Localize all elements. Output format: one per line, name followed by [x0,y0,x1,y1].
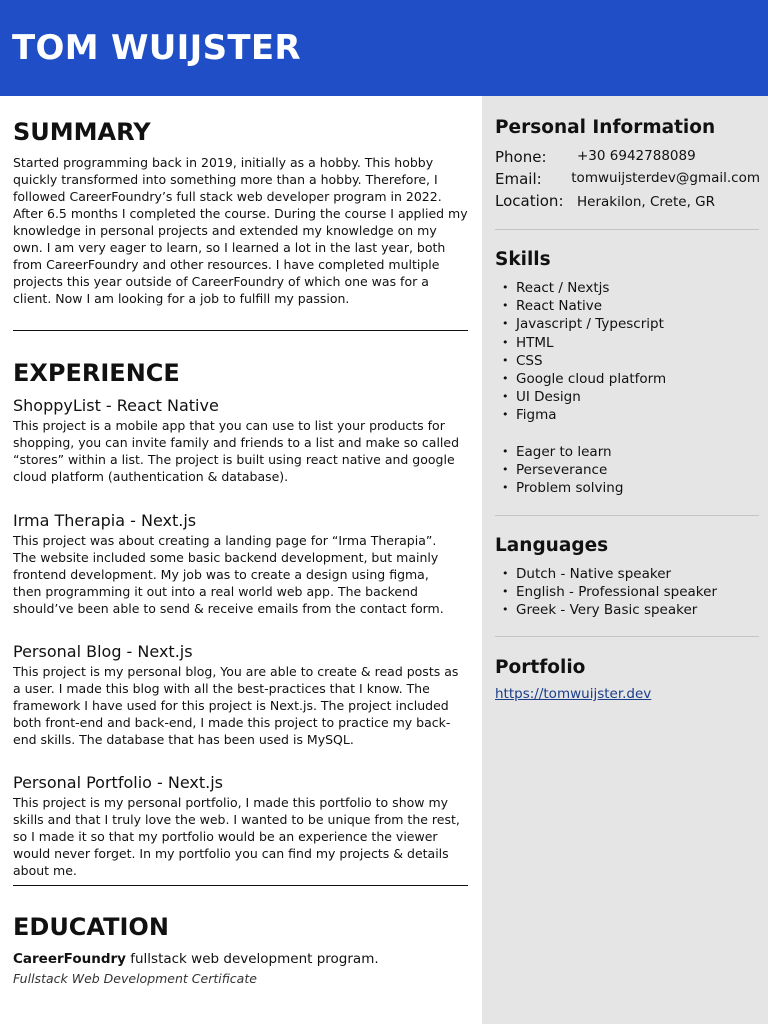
sidebar-divider [495,229,759,230]
location-label: Location: [495,192,564,210]
skills-list [495,279,760,425]
language-item: • Greek - Very Basic speaker [495,601,760,619]
education-heading: EDUCATION [13,913,169,941]
email-row [495,168,760,190]
language-item: • Dutch - Native speaker [495,565,760,583]
project-title-irma: Irma Therapia - Next.js [13,511,197,530]
phone-row [495,146,760,168]
languages-list [495,565,760,620]
project-text-irma: This project was about creating a landing page for “Irma Therapia”. The website included some basic backend development, but mainly frontend development. My job was to create a design using figma, then programming it out into a real world web app. The backend should’ve been able to send & receive emails from the contact form. [13,533,444,616]
soft-skill-item: • Problem solving [495,479,760,497]
sidebar-divider [495,515,759,516]
phone-value: +30 6942788089 [577,148,696,164]
skill-item: • React / Nextjs [495,279,760,297]
personal-info-heading: Personal Information [495,117,716,138]
candidate-name: TOM WUIJSTER [12,28,301,68]
phone-label: Phone: [495,148,547,166]
skill-item: • Figma [495,406,760,424]
skill-item: • Google cloud platform [495,370,760,388]
summary-heading: SUMMARY [13,118,151,146]
sidebar-divider [495,636,759,637]
education-certificate: Fullstack Web Development Certificate [13,971,257,986]
skill-item: • UI Design [495,388,760,406]
soft-skill-item: • Perseverance [495,461,760,479]
header-banner [0,0,768,96]
experience-heading: EXPERIENCE [13,359,180,387]
portfolio-link[interactable]: https://tomwuijster.dev [495,686,652,702]
email-value: tomwuijsterdev@gmail.com [571,170,760,186]
project-text-blog: This project is my personal blog, You are able to create & read posts as a user. I made this blog with all the best-practices that I know. The framework I have used for this project is Next.js. The project included both front-end and back-end, I made this project to practice my back-end skills. The database that has been used is MySQL. [13,664,459,747]
skill-item: • CSS [495,352,760,370]
skill-item: • React Native [495,297,760,315]
email-label: Email: [495,170,542,188]
section-divider [13,330,468,331]
personal-info-list [495,146,760,212]
summary-text: Started programming back in 2019, initially as a hobby. This hobby quickly transformed into something more than a hobby. Therefore, I followed CareerFoundry’s full stack web developer program in 2022. After 6.5 months I completed the course. During the course I applied my knowledge in personal projects and extended my knowledge on my own. I am very eager to learn, so I learned a lot in the last year, both from CareerFoundry and other resources. I have completed multiple projects this year outside of CareerFoundry of which one was for a client. Now I am looking for a job to fulfill my passion. [13,155,468,306]
soft-skill-item: • Eager to learn [495,443,760,461]
location-row [495,190,760,212]
education-line [13,950,468,969]
location-value: Herakilon, Crete, GR [577,194,716,210]
education-school: CareerFoundry [13,951,126,967]
project-text-shoppylist: This project is a mobile app that you can use to list your products for shopping, you can invite family and friends to a list and make so called “stores” within a list. The project is built using react native and google cloud platform (authentication & database). [13,418,460,484]
project-title-shoppylist: ShoppyList - React Native [13,396,219,415]
language-item: • English - Professional speaker [495,583,760,601]
sidebar [482,96,768,1024]
soft-skills-list [495,443,760,498]
portfolio-heading: Portfolio [495,657,586,678]
project-title-portfolio: Personal Portfolio - Next.js [13,773,224,792]
project-title-blog: Personal Blog - Next.js [13,642,193,661]
languages-heading: Languages [495,535,609,556]
section-divider [13,885,468,886]
skill-item: • HTML [495,334,760,352]
education-program: fullstack web development program. [125,951,379,967]
skill-item: • Javascript / Typescript [495,315,760,333]
skills-heading: Skills [495,249,551,270]
project-text-portfolio: This project is my personal portfolio, I made this portfolio to show my skills and that I truly love the web. I wanted to be unique from the rest, so I made it so that my portfolio would be an experience the viewer would never forget. In my portfolio you can find my projects & details about me. [13,795,460,878]
